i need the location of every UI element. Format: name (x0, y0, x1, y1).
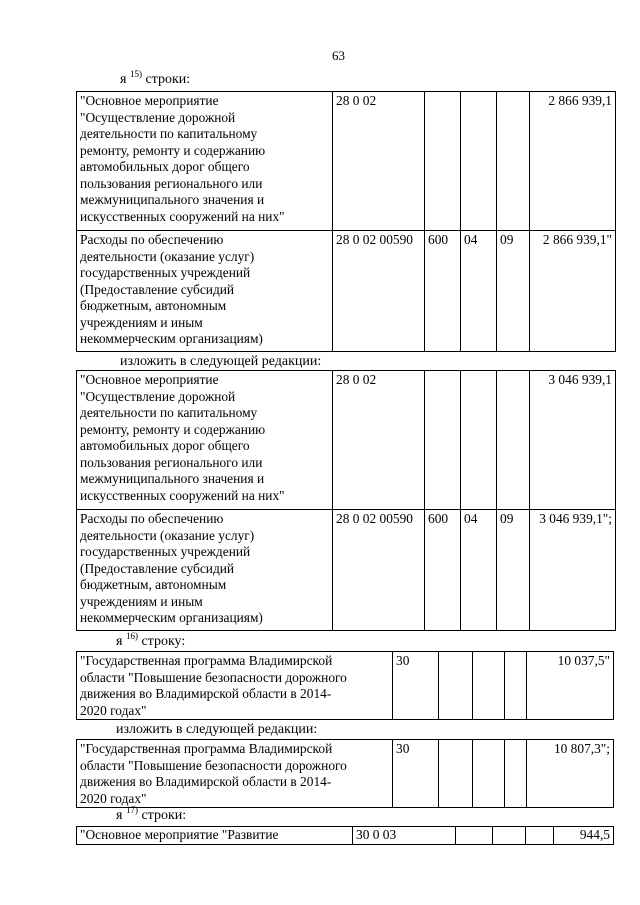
page-number: 63 (332, 48, 345, 63)
row-pr: 09 (497, 510, 530, 631)
table-new-row-16 (76, 739, 614, 808)
row-sum: 2 866 939,1" (530, 231, 616, 352)
section-15-label (120, 69, 191, 87)
row-pr (505, 740, 527, 808)
row-code: 28 0 02 (333, 92, 425, 231)
row-name: "Основное мероприятие "Развитие (77, 827, 353, 845)
table-row (77, 231, 616, 352)
row-pr (505, 652, 527, 720)
row-pr (497, 371, 530, 510)
row-sum: 944,5 (554, 827, 614, 845)
section-16-prefix: я (116, 634, 123, 649)
row-name: "Государственная программа Владимирской области "Повышение безопасности дорожного движения во Владимирской области в 2014- 2020 годах" (77, 652, 393, 720)
row-name: Расходы по обеспечению деятельности (оказание услуг) государственных учреждений (Предоставление субсидий бюджетным, автономным учреждениям и иным некоммерческим организациям) (77, 510, 333, 631)
row-rz (473, 652, 505, 720)
section-15-suffix: строки: (141, 72, 191, 87)
row-sum: 10 807,3"; (527, 740, 614, 808)
row-code: 28 0 02 00590 (333, 510, 425, 631)
row-pr: 09 (497, 231, 530, 352)
section-17-label (116, 805, 187, 823)
row-vr: 600 (425, 231, 461, 352)
section-15-footnote: 15) (129, 69, 142, 79)
section-17-prefix: я (116, 808, 123, 823)
row-vr (439, 652, 473, 720)
row-name: "Государственная программа Владимирской области "Повышение безопасности дорожного движения во Владимирской области в 2014- 2020 годах" (77, 740, 393, 808)
row-rz (461, 371, 497, 510)
section-17-suffix: строки: (137, 808, 187, 823)
row-vr (439, 740, 473, 808)
section-16-footnote: 16) (125, 631, 138, 641)
table-row (77, 510, 616, 631)
table-row (77, 652, 614, 720)
table-old-rows-17 (76, 826, 614, 845)
section-16-label (116, 631, 186, 649)
section-17-footnote: 17) (125, 805, 138, 815)
row-code: 30 (393, 740, 439, 808)
table-new-rows-15 (76, 370, 616, 631)
row-vr: 600 (425, 510, 461, 631)
row-sum: 2 866 939,1 (530, 92, 616, 231)
row-code: 28 0 02 00590 (333, 231, 425, 352)
row-rz: 04 (461, 231, 497, 352)
row-vr (456, 827, 493, 845)
table-row (77, 92, 616, 231)
table-row (77, 827, 614, 845)
row-rz (461, 92, 497, 231)
section-16-suffix: строку: (137, 634, 186, 649)
row-code: 28 0 02 (333, 371, 425, 510)
row-sum: 3 046 939,1"; (530, 510, 616, 631)
table-old-rows-15 (76, 91, 616, 352)
table-row (77, 740, 614, 808)
row-code: 30 0 03 (353, 827, 456, 845)
row-sum: 10 037,5" (527, 652, 614, 720)
row-rz: 04 (461, 510, 497, 631)
new-edition-label-1: изложить в следующей редакции: (120, 354, 322, 369)
row-rz (473, 740, 505, 808)
row-name: "Основное мероприятие "Осуществление дорожной деятельности по капитальному ремонту, ремонту и содержанию автомобильных дорог общего пользования регионального или межмуниципального значения и искусственных сооружений на них" (77, 371, 333, 510)
row-sum: 3 046 939,1 (530, 371, 616, 510)
row-vr (425, 92, 461, 231)
row-vr (425, 371, 461, 510)
section-15-prefix: я (120, 72, 127, 87)
table-row (77, 371, 616, 510)
row-name: Расходы по обеспечению деятельности (оказание услуг) государственных учреждений (Предоставление субсидий бюджетным, автономным учреждениям и иным некоммерческим организациям) (77, 231, 333, 352)
row-pr (497, 92, 530, 231)
row-pr (526, 827, 554, 845)
row-name: "Основное мероприятие "Осуществление дорожной деятельности по капитальному ремонту, ремонту и содержанию автомобильных дорог общего пользования регионального или межмуниципального значения и искусственных сооружений на них" (77, 92, 333, 231)
table-old-row-16 (76, 651, 614, 720)
row-code: 30 (393, 652, 439, 720)
new-edition-label-2: изложить в следующей редакции: (116, 722, 318, 737)
row-rz (493, 827, 526, 845)
